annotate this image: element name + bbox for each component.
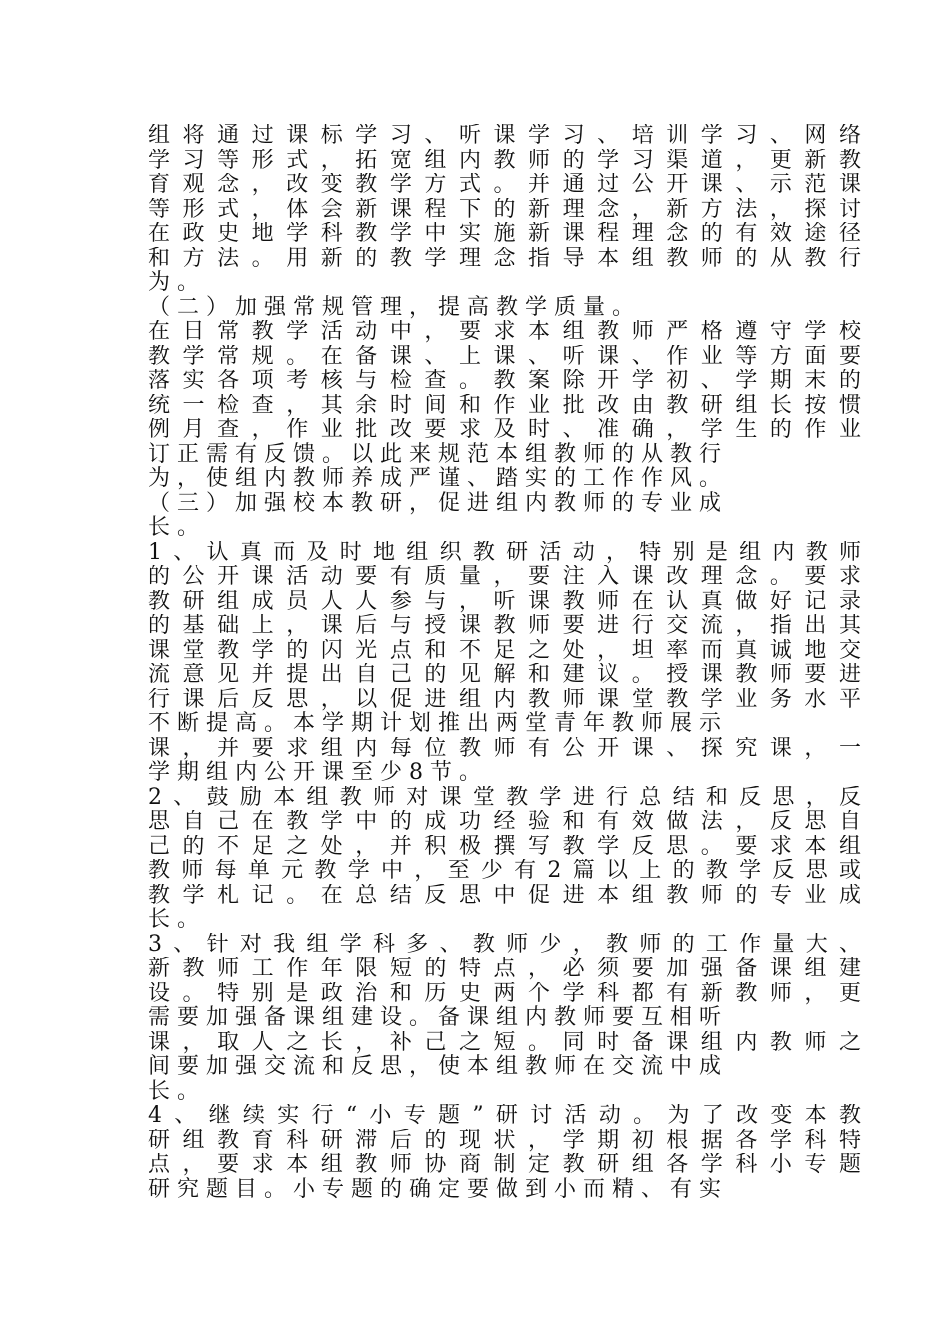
- text-line: 点，要求本组教师协商制定教研组各学科小专题: [148, 1153, 868, 1177]
- text-line: 课，取人之长，补己之短。同时备课组内教师之: [148, 1030, 868, 1055]
- text-line: 不断提高。本学期计划推出两堂青年教师展示: [148, 711, 729, 736]
- text-line: 课堂教学的闪光点和不足之处，坦率而真诚地交: [148, 638, 868, 663]
- text-line: 的基础上，课后与授课教师要进行交流，指出其: [148, 614, 868, 638]
- text-line: 育观念，改变教学方式。并通过公开课、示范课: [148, 173, 868, 197]
- text-line: 设。特别是政治和历史两个学科都有新教师，更: [148, 981, 868, 1006]
- text-line: 思自己在教学中的成功经验和有效做法，反思自: [148, 810, 868, 834]
- text-line: 课，并要求组内每位教师有公开课、探究课，一: [148, 736, 868, 761]
- text-line: 和方法。用新的教学理念指导本组教师的从教行: [148, 246, 868, 271]
- text-line: （二）加强常规管理，提高教学质量。: [148, 294, 642, 320]
- text-line: 教学常规。在备课、上课、听课、作业等方面要: [148, 344, 868, 369]
- text-line: （三）加强校本教研，促进组内教师的专业成: [148, 490, 729, 516]
- text-line: 为，使组内教师养成严谨、踏实的工作作风。: [148, 466, 729, 491]
- text-line: 3、针对我组学科多、教师少，教师的工作量大、: [148, 932, 868, 957]
- text-line: 落实各项考核与检查。教案除开学初、学期末的: [148, 369, 868, 393]
- text-line: 组将通过课标学习、听课学习、培训学习、网络: [148, 124, 868, 148]
- text-line: 长。: [148, 1078, 207, 1104]
- text-line: 教师每单元教学中，至少有2篇以上的教学反思或: [148, 859, 868, 883]
- text-line: 等形式，体会新课程下的新理念，新方法，探讨: [148, 197, 868, 222]
- text-line: 行课后反思，以促进组内教师课堂教学业务水平: [148, 687, 868, 712]
- text-line: 教学札记。在总结反思中促进本组教师的专业成: [148, 883, 868, 908]
- text-line: 需要加强备课组建设。备课组内教师要互相听: [148, 1005, 729, 1030]
- text-line: 2、鼓励本组教师对课堂教学进行总结和反思，反: [148, 785, 868, 810]
- text-line: 统一检查，其余时间和作业批改由教研组长按惯: [148, 393, 868, 418]
- text-line: 学期组内公开课至少8节。: [148, 760, 488, 785]
- text-line: 1、认真而及时地组织教研活动，特别是组内教师: [148, 540, 868, 565]
- text-line: 间要加强交流和反思，使本组教师在交流中成: [148, 1054, 729, 1079]
- text-line: 新教师工作年限短的特点，必须要加强备课组建: [148, 957, 868, 981]
- text-line: 的公开课活动要有质量，要注入课改理念。要求: [148, 565, 868, 589]
- text-line: 订正需有反馈。以此来规范本组教师的从教行: [148, 441, 729, 467]
- text-line: 在政史地学科教学中实施新课程理念的有效途径: [148, 222, 868, 246]
- text-line: 例月查，作业批改要求及时、准确，学生的作业: [148, 418, 868, 442]
- text-line: 流意见并提出自己的见解和建议。授课教师要进: [148, 663, 868, 687]
- text-line: 研究题目。小专题的确定要做到小而精、有实: [148, 1176, 729, 1202]
- text-line: 为。: [148, 270, 207, 295]
- text-line: 长。: [148, 515, 207, 540]
- text-line: 己的不足之处，并积极撰写教学反思。要求本组: [148, 834, 868, 859]
- text-line: 在日常教学活动中，要求本组教师严格遵守学校: [148, 320, 868, 344]
- text-line: 教研组成员人人参与，听课教师在认真做好记录: [148, 589, 868, 614]
- text-line: 研组教育科研滞后的现状，学期初根据各学科特: [148, 1128, 868, 1153]
- text-line: 长。: [148, 907, 207, 932]
- text-line: 4、继续实行“小专题”研讨活动。为了改变本教: [148, 1104, 868, 1128]
- document-body-text: [148, 124, 868, 1202]
- text-line: 学习等形式，拓宽组内教师的学习渠道，更新教: [148, 148, 868, 173]
